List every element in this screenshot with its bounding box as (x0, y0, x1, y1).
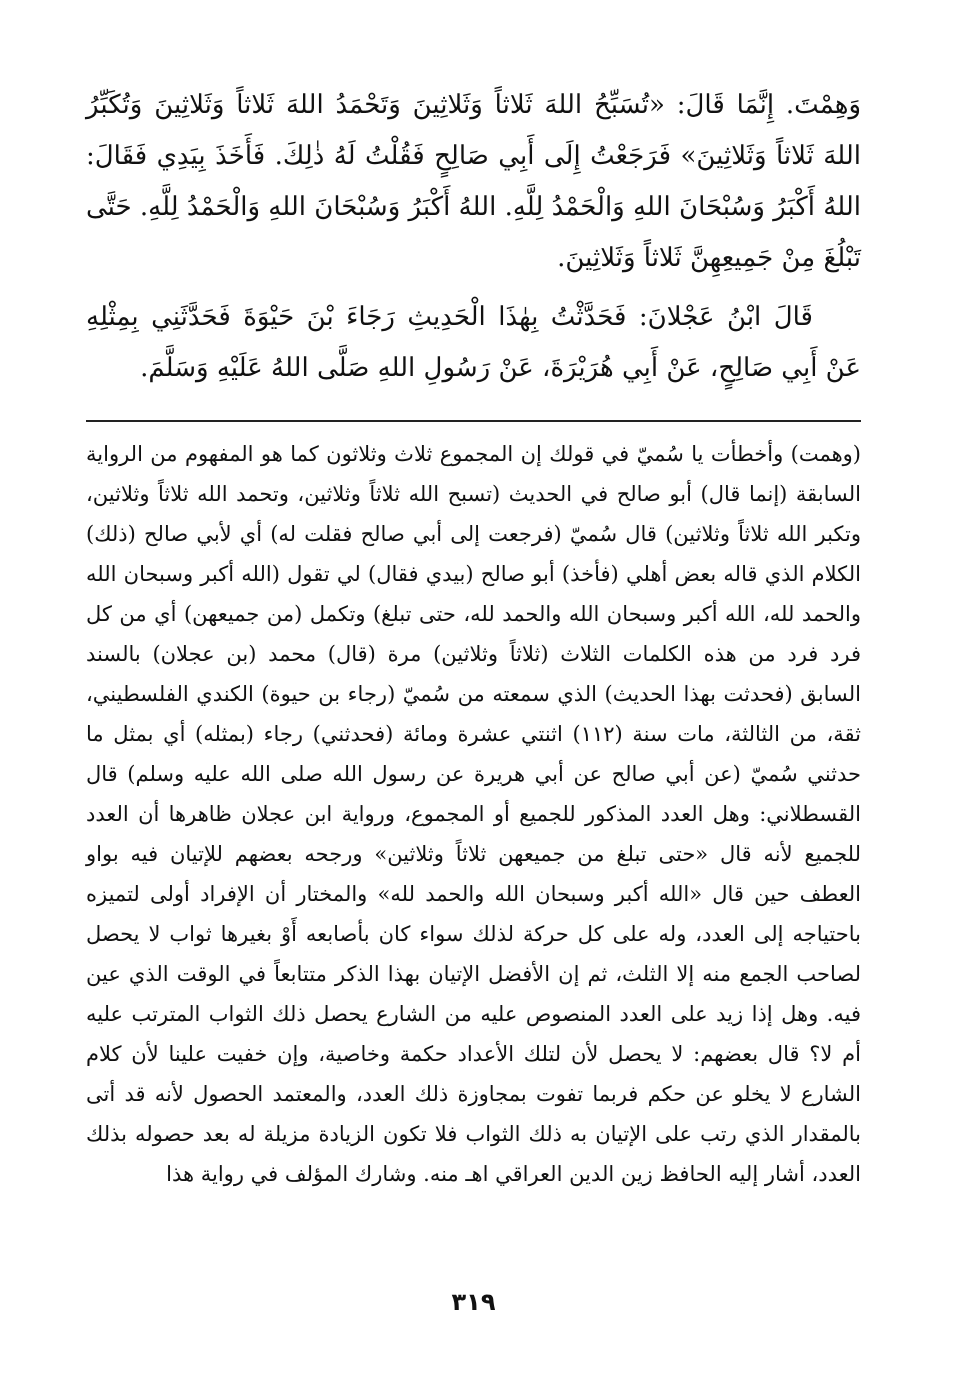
footnote-divider (86, 420, 861, 422)
page-number: ٣١٩ (451, 1288, 496, 1316)
commentary-block (86, 434, 861, 1194)
commentary-text: (وهمت) وأخطأت يا سُميّ في قولك إن المجموع ثلاث وثلاثون كما هو المفهوم من الرواية السابقة (إنما قال) أبو صالح في الحديث (تسبح الله ثلاثاً وثلاثين، وتحمد الله ثلاثاً وثلاثين، وتكبر الله ثلاثاً وثلاثين) قال سُميّ (فرجعت إلى أبي صالح فقلت له) أي لأبي صالح (ذلك) الكلام الذي قاله بعض أهلي (فأخذ) أبو صالح (بيدي فقال) لي تقول (الله أكبر وسبحان الله والحمد لله، الله أكبر وسبحان الله والحمد لله، حتى تبلغ) وتكمل (من جميعهن) أي من كل فرد فرد من هذه الكلمات الثلاث (ثلاثاً وثلاثين) مرة (قال) محمد (بن عجلان) بالسند السابق (فحدثت بهذا الحديث) الذي سمعته من سُميّ (رجاء بن حيوة) الكندي الفلسطيني، ثقة، من الثالثة، مات سنة (١١٢) اثنتي عشرة ومائة (فحدثني) رجاء (بمثله) أي بمثل ما حدثني سُميّ (عن أبي صالح عن أبي هريرة عن رسول الله صلى الله عليه وسلم) قال القسطلاني: وهل العدد المذكور للجميع أو المجموع، ورواية ابن عجلان ظاهرها أن العدد للجميع لأنه قال «حتى تبلغ من جميعهن ثلاثاً وثلاثين» ورجحه بعضهم للإتيان فيه بواو العطف حين قال «الله أكبر وسبحان الله والحمد لله» والمختار أن الإفراد أولى لتميزه باحتياجه إلى العدد، وله على كل حركة لذلك سواء كان بأصابعه أَوْ بغيرها ثواب لا يحصل لصاحب الجمع منه إلا الثلث، ثم إن الأفضل الإتيان بهذا الذكر متتابعاً في الوقت الذي عين فيه. وهل إذا زيد على العدد المنصوص عليه من الشارع يحصل ذلك الثواب المترتب عليه أم لا؟ قال بعضهم: لا يحصل لأن لتلك الأعداد حكمة وخاصية، وإن خفيت علينا لأن كلام الشارع لا يخلو عن حكم فربما تفوت بمجاوزة ذلك العدد، والمعتمد الحصول لأنه قد أتى بالمقدار الذي رتب على الإتيان به ذلك الثواب فلا تكون الزيادة مزيلة له بعد حصوله بذلك العدد، أشار إليه الحافظ زين الدين العراقي اهـ منه. وشارك المؤلف في رواية هذا (86, 442, 861, 1186)
hadith-paragraph-2: قَالَ ابْنُ عَجْلانَ: فَحَدَّثْتُ بِهٰذَا الْحَدِيثِ رَجَاءَ بْنَ حَيْوَةَ فَحَدَّثَنِي بِمِثْلِهِ عَنْ أَبِي صَالِحٍ، عَنْ أَبِي هُرَيْرَةَ، عَنْ رَسُولِ اللهِ صَلَّى اللهُ عَلَيْهِ وَسَلَّمَ. (86, 302, 861, 383)
hadith-text-block (86, 80, 861, 394)
book-page (86, 80, 861, 1330)
hadith-paragraph-1: وَهِمْتَ. إِنَّمَا قَالَ: «تُسَبِّحُ اللهَ ثَلاثاً وَثَلاثِينَ وَتَحْمَدُ اللهَ ثَلاثاً وَثَلاثِينَ وَتُكَبِّرُ اللهَ ثَلاثاً وَثَلاثِينَ» فَرَجَعْتُ إِلَى أَبِي صَالِحٍ فَقُلْتُ لَهُ ذٰلِكَ. فَأَخَذَ بِيَدِي فَقَالَ: اللهُ أَكْبَرُ وَسُبْحَانَ اللهِ وَالْحَمْدُ لِلَّهِ. اللهُ أَكْبَرُ وَسُبْحَانَ اللهِ وَالْحَمْدُ لِلَّهِ. حَتَّى تَبْلُغَ مِنْ جَمِيعِهِنَّ ثَلاثاً وَثَلاثِينَ. (86, 90, 861, 273)
